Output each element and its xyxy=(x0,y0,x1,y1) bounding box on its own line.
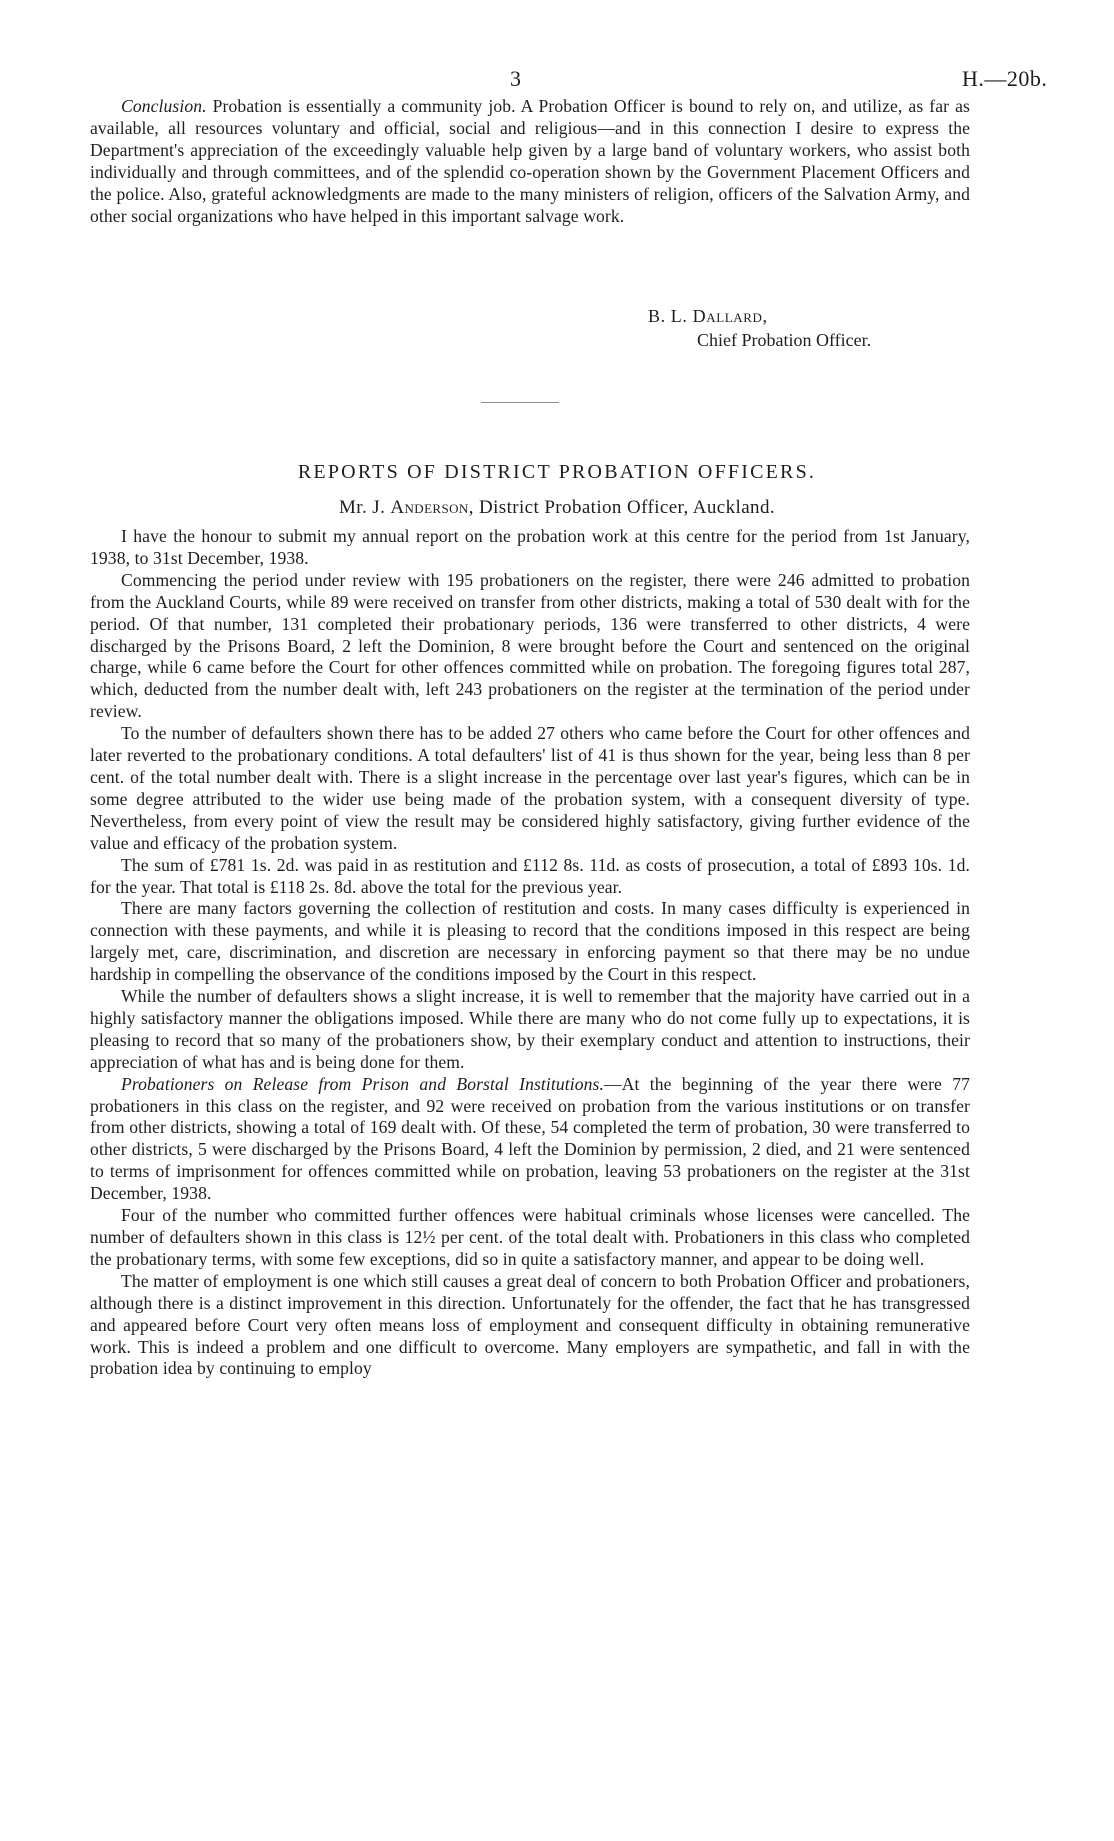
release-text: —At the beginning of the year there were 77 probationers in this class on the register, and 92 were received on probation from the various institutions or on transfer from other districts, showing a total of 169 dealt with. Of these, 54 completed the term of probation, 30 were transferred to other districts, 5 were discharged by the Prisons Board, 4 left the Dominion by permission, 2 died, and 21 were sentenced to terms of imprisonment for offences committed while on probation, leaving 53 probationers on the register at the 31st December, 1938. xyxy=(90,1073,970,1204)
release-heading: Probationers on Release from Prison and Borstal Institutions. xyxy=(121,1073,605,1094)
officer-line xyxy=(0,496,1114,520)
body-paragraph: While the number of defaulters shows a slight increase, it is well to remember that the majority have carried out in a highly satisfactory manner the obligations imposed. While there are many who do not come fully up to expectations, it is pleasing to record that so many of the probationers show, by their exemplary conduct and attention to instructions, their appreciation of what has and is being done for them. xyxy=(90,986,970,1072)
release-paragraph xyxy=(90,1074,970,1205)
conclusion-block xyxy=(90,96,970,227)
signature-name: B. L. Dallard, xyxy=(648,306,768,326)
body-paragraph: The matter of employment is one which still causes a great deal of concern to both Probation Officer and probationers, although there is a distinct improvement in this direction. Unfortunately for the offender, the fact that he has transgressed and appeared before Court very often means loss of employment and consequent difficulty in obtaining remunerative work. This is indeed a problem and one difficult to overcome. Many employers are sympathetic, and fall in with the probation idea by continuing to employ xyxy=(90,1270,970,1379)
conclusion-paragraph xyxy=(90,96,970,227)
body-paragraph: Commencing the period under review with 195 probationers on the register, there were 246 admitted to probation from the Auckland Courts, while 89 were received on transfer from other districts, making a total of 530 dealt with for the period. Of that number, 131 completed their probationary periods, 136 were transferred to other districts, 4 were discharged by the Prisons Board, 2 left the Dominion, 8 were brought before the Court and sentenced on the original charge, while 6 came before the Court for other offences committed while on probation. The foregoing figures total 287, which, deducted from the number dealt with, left 243 probationers on the register at the termination of the period under review. xyxy=(90,569,970,722)
conclusion-text: Probation is essentially a community job. A Probation Officer is bound to rely on, and utilize, as far as available, all resources voluntary and official, social and religious—and in this connection I desire to express the Department's appreciation of the exceedingly valuable help given by a large band of voluntary workers, who assist both individually and through committees, and of the splendid co-operation shown by the Government Placement Officers and the police. Also, grateful acknowledgments are made to the many ministers of religion, officers of the Salvation Army, and other social organizations who have helped in this important salvage work. xyxy=(90,96,970,226)
officer-name: Anderson xyxy=(390,497,469,518)
body-paragraph: There are many factors governing the collection of restitution and costs. In many cases difficulty is experienced in connection with these payments, and while it is pleasing to record that the conditions imposed in this respect are being largely met, care, discrimination, and discretion are necessary in enforcing payment so that there may be no undue hardship in compelling the observance of the conditions imposed by the Court in this respect. xyxy=(90,898,970,985)
document-reference: H.—20b. xyxy=(962,66,1048,91)
page-number: 3 xyxy=(510,66,521,91)
report-body xyxy=(90,526,970,1380)
officer-prefix: Mr. J. xyxy=(339,497,391,518)
conclusion-heading: Conclusion. xyxy=(121,96,207,116)
signature-title: Chief Probation Officer. xyxy=(697,330,872,350)
body-paragraph: To the number of defaulters shown there has to be added 27 others who came before the Court for other offences and later reverted to the probationary conditions. A total defaulters' list of 41 is thus shown for the year, being less than 8 per cent. of the total number dealt with. There is a slight increase in the percentage over last year's figures, which can be in some degree attributed to the wider use being made of the probation system, with a consequent diversity of type. Nevertheless, from every point of view the result may be considered highly satisfactory, giving further evidence of the value and efficacy of the probation system. xyxy=(90,723,970,853)
body-paragraph: The sum of £781 1s. 2d. was paid in as restitution and £112 8s. 11d. as costs of prosecution, a total of £893 10s. 1d. for the year. That total is £118 2s. 8d. above the total for the previous year. xyxy=(90,854,970,897)
body-paragraph: I have the honour to submit my annual report on the probation work at this centre for the period from 1st January, 1938, to 31st December, 1938. xyxy=(90,526,970,568)
officer-suffix: , District Probation Officer, Auckland. xyxy=(468,497,775,518)
body-paragraph: Four of the number who committed further offences were habitual criminals whose licenses were cancelled. The number of defaulters shown in this class is 12½ per cent. of the total dealt with. Probationers in this class who completed the probationary terms, with some few exceptions, did so in quite a satisfactory manner, and appear to be doing well. xyxy=(90,1205,970,1269)
section-divider xyxy=(481,402,559,403)
section-title: REPORTS OF DISTRICT PROBATION OFFICERS. xyxy=(297,461,817,483)
